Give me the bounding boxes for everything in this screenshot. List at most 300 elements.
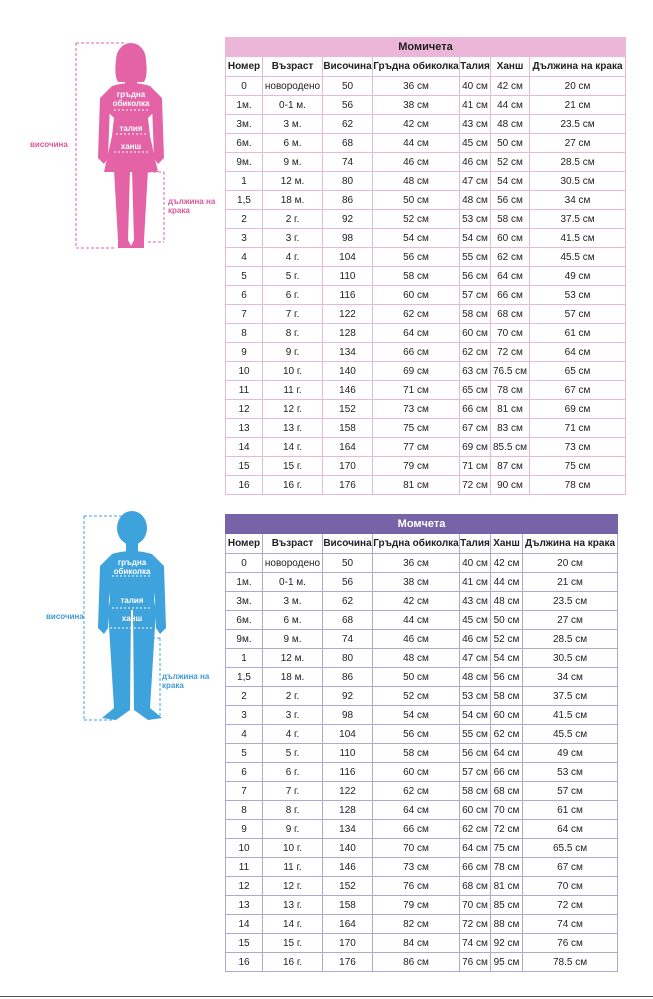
table-cell: 38 см — [373, 96, 460, 115]
table-cell: 9 г. — [263, 820, 323, 839]
table-cell: 66 см — [491, 763, 523, 782]
column-header: Номер — [226, 57, 263, 77]
table-cell: 1,5 — [226, 668, 263, 687]
table-row — [226, 763, 618, 782]
table-cell: 66 см — [460, 400, 491, 419]
table-row — [226, 438, 626, 457]
table-cell: 58 см — [491, 210, 530, 229]
table-cell: 9 м. — [263, 630, 323, 649]
table-cell: 13 — [226, 419, 263, 438]
table-cell: 14 — [226, 915, 263, 934]
table-cell: 56 см — [373, 725, 460, 744]
table-cell: 170 — [323, 934, 373, 953]
girls-table-title: Момичета — [226, 38, 626, 57]
table-cell: 116 — [323, 763, 373, 782]
table-cell: 12 г. — [263, 877, 323, 896]
table-cell: 72 см — [491, 343, 530, 362]
table-cell: 122 — [323, 305, 373, 324]
table-cell: 80 — [323, 172, 373, 191]
table-cell: 45 см — [460, 611, 491, 630]
table-cell: 77 см — [373, 438, 460, 457]
table-cell: 37.5 см — [530, 210, 626, 229]
table-cell: 110 — [323, 267, 373, 286]
table-cell: 164 — [323, 915, 373, 934]
table-cell: 41.5 см — [523, 706, 618, 725]
table-cell: 18 м. — [263, 668, 323, 687]
table-cell: 14 г. — [263, 915, 323, 934]
bottom-divider — [0, 996, 653, 997]
table-cell: 87 см — [491, 457, 530, 476]
table-cell: 50 см — [373, 668, 460, 687]
table-cell: 48 см — [460, 668, 491, 687]
table-cell: 158 — [323, 419, 373, 438]
table-cell: 62 см — [460, 820, 491, 839]
table-cell: 65.5 см — [523, 839, 618, 858]
table-cell: 62 см — [373, 782, 460, 801]
table-cell: 12 м. — [263, 649, 323, 668]
table-cell: 73 см — [373, 858, 460, 877]
table-cell: 21 см — [530, 96, 626, 115]
table-cell: 15 г. — [263, 934, 323, 953]
table-cell: 70 см — [523, 877, 618, 896]
table-cell: 68 см — [491, 782, 523, 801]
table-cell: 79 см — [373, 457, 460, 476]
table-cell: 128 — [323, 801, 373, 820]
table-cell: 46 см — [373, 630, 460, 649]
table-cell: 40 см — [460, 77, 491, 96]
table-cell: 13 г. — [263, 896, 323, 915]
table-cell: 176 — [323, 953, 373, 972]
table-cell: 61 см — [523, 801, 618, 820]
table-cell: 16 г. — [263, 953, 323, 972]
table-cell: 15 г. — [263, 457, 323, 476]
table-cell: 0-1 м. — [263, 96, 323, 115]
table-cell: 67 см — [530, 381, 626, 400]
table-row — [226, 362, 626, 381]
table-cell: 58 см — [460, 782, 491, 801]
table-row — [226, 687, 618, 706]
table-cell: 73 см — [530, 438, 626, 457]
table-cell: 54 см — [373, 229, 460, 248]
table-cell: 152 — [323, 877, 373, 896]
table-row — [226, 343, 626, 362]
table-cell: 2 г. — [263, 687, 323, 706]
table-cell: 61 см — [530, 324, 626, 343]
table-cell: 78.5 см — [523, 953, 618, 972]
table-cell: 68 см — [491, 305, 530, 324]
table-cell: 92 — [323, 687, 373, 706]
table-cell: 53 см — [460, 210, 491, 229]
table-cell: 83 см — [491, 419, 530, 438]
table-cell: 60 см — [491, 706, 523, 725]
table-cell: 28.5 см — [523, 630, 618, 649]
table-cell: 7 — [226, 305, 263, 324]
table-row — [226, 191, 626, 210]
table-row — [226, 934, 618, 953]
table-row — [226, 630, 618, 649]
table-cell: 38 см — [373, 573, 460, 592]
table-cell: 44 см — [373, 611, 460, 630]
table-cell: 56 см — [373, 248, 460, 267]
table-cell: 65 см — [530, 362, 626, 381]
table-cell: 54 см — [373, 706, 460, 725]
table-cell: 78 см — [491, 858, 523, 877]
table-row — [226, 77, 626, 96]
column-header: Гръдна обиколка — [373, 534, 460, 554]
table-cell: 9м. — [226, 630, 263, 649]
table-cell: 86 — [323, 668, 373, 687]
table-row — [226, 953, 618, 972]
table-row — [226, 457, 626, 476]
table-cell: 62 — [323, 592, 373, 611]
girls-size-table — [225, 37, 626, 495]
table-cell: 60 см — [491, 229, 530, 248]
table-row — [226, 305, 626, 324]
table-cell: 47 см — [460, 649, 491, 668]
table-cell: 56 — [323, 96, 373, 115]
table-row — [226, 744, 618, 763]
table-cell: 13 г. — [263, 419, 323, 438]
table-cell: 140 — [323, 362, 373, 381]
table-cell: 49 см — [523, 744, 618, 763]
table-cell: 86 — [323, 191, 373, 210]
table-cell: 23.5 см — [523, 592, 618, 611]
table-cell: 12 г. — [263, 400, 323, 419]
boy-leg-label: дължина на крака — [162, 672, 210, 690]
column-header: Ханш — [491, 57, 530, 77]
table-cell: 20 см — [530, 77, 626, 96]
boys-table-header-row — [226, 534, 618, 554]
table-cell: 34 см — [523, 668, 618, 687]
table-row — [226, 267, 626, 286]
table-cell: 9м. — [226, 153, 263, 172]
table-cell: 64 см — [373, 801, 460, 820]
table-cell: 146 — [323, 381, 373, 400]
column-header: Талия — [460, 57, 491, 77]
table-cell: 72 см — [460, 915, 491, 934]
table-cell: 48 см — [373, 649, 460, 668]
table-row — [226, 134, 626, 153]
table-row — [226, 782, 618, 801]
table-cell: 70 см — [491, 801, 523, 820]
table-cell: 128 — [323, 324, 373, 343]
table-cell: 5 — [226, 744, 263, 763]
table-cell: 62 — [323, 115, 373, 134]
table-cell: 68 — [323, 134, 373, 153]
girl-chest-label: гръдна обиколка — [112, 90, 150, 108]
table-cell: 15 — [226, 457, 263, 476]
boy-waist-label: талия — [120, 596, 144, 605]
table-cell: 64 см — [491, 744, 523, 763]
table-cell: 76 см — [373, 877, 460, 896]
girls-table-title-row — [226, 38, 626, 57]
table-row — [226, 172, 626, 191]
table-cell: 2 г. — [263, 210, 323, 229]
table-cell: 41 см — [460, 573, 491, 592]
table-cell: 60 см — [460, 324, 491, 343]
table-cell: 79 см — [373, 896, 460, 915]
table-cell: 14 — [226, 438, 263, 457]
boys-table-title: Момчета — [226, 515, 618, 534]
table-cell: 50 см — [373, 191, 460, 210]
table-cell: 16 — [226, 953, 263, 972]
table-cell: 8 — [226, 324, 263, 343]
table-cell: 75 см — [530, 457, 626, 476]
column-header: Дължина на крака — [523, 534, 618, 554]
table-cell: 42 см — [491, 77, 530, 96]
table-cell: 122 — [323, 782, 373, 801]
table-cell: 84 см — [373, 934, 460, 953]
boy-hips-label: ханш — [121, 614, 143, 623]
table-cell: 28.5 см — [530, 153, 626, 172]
table-cell: 3м. — [226, 592, 263, 611]
table-cell: 92 см — [491, 934, 523, 953]
table-cell: 66 см — [460, 858, 491, 877]
table-cell: 1 — [226, 172, 263, 191]
table-row — [226, 725, 618, 744]
table-cell: 46 см — [460, 630, 491, 649]
table-cell: 74 — [323, 153, 373, 172]
table-cell: 76.5 см — [491, 362, 530, 381]
column-header: Ханш — [491, 534, 523, 554]
table-cell: 75 см — [373, 419, 460, 438]
boy-figure-diagram — [42, 510, 222, 725]
table-cell: 90 см — [491, 476, 530, 495]
table-cell: 56 см — [491, 668, 523, 687]
table-cell: 63 см — [460, 362, 491, 381]
table-cell: 43 см — [460, 592, 491, 611]
table-cell: 48 см — [373, 172, 460, 191]
table-cell: 11 — [226, 381, 263, 400]
table-cell: 47 см — [460, 172, 491, 191]
table-cell: 50 см — [491, 611, 523, 630]
table-cell: 48 см — [491, 115, 530, 134]
table-cell: 45.5 см — [530, 248, 626, 267]
table-cell: 52 см — [373, 687, 460, 706]
table-cell: 23.5 см — [530, 115, 626, 134]
table-cell: 3 г. — [263, 229, 323, 248]
table-cell: 50 — [323, 77, 373, 96]
girls-table-header-row — [226, 57, 626, 77]
table-cell: 27 см — [530, 134, 626, 153]
table-cell: 1м. — [226, 573, 263, 592]
table-cell: 52 см — [491, 630, 523, 649]
table-cell: 7 г. — [263, 305, 323, 324]
table-cell: 66 см — [373, 343, 460, 362]
table-cell: 56 см — [491, 191, 530, 210]
boys-size-table — [225, 514, 618, 972]
table-cell: 45.5 см — [523, 725, 618, 744]
table-cell: 13 — [226, 896, 263, 915]
table-cell: 71 см — [530, 419, 626, 438]
table-cell: 41.5 см — [530, 229, 626, 248]
table-row — [226, 573, 618, 592]
table-cell: 54 см — [491, 172, 530, 191]
table-cell: 6 м. — [263, 611, 323, 630]
table-cell: 18 м. — [263, 191, 323, 210]
table-cell: 72 см — [460, 476, 491, 495]
table-cell: 62 см — [373, 305, 460, 324]
table-cell: 60 см — [373, 763, 460, 782]
table-row — [226, 877, 618, 896]
table-cell: 85.5 см — [491, 438, 530, 457]
table-cell: 7 — [226, 782, 263, 801]
table-cell: 68 — [323, 611, 373, 630]
table-cell: 58 см — [491, 687, 523, 706]
table-cell: 3 м. — [263, 115, 323, 134]
table-cell: 14 г. — [263, 438, 323, 457]
table-cell: 4 г. — [263, 248, 323, 267]
table-cell: 66 см — [373, 820, 460, 839]
table-cell: 75 см — [491, 839, 523, 858]
table-cell: 6 — [226, 286, 263, 305]
table-cell: 56 см — [460, 267, 491, 286]
table-cell: 16 — [226, 476, 263, 495]
table-cell: 36 см — [373, 77, 460, 96]
table-cell: 6м. — [226, 611, 263, 630]
table-cell: 1,5 — [226, 191, 263, 210]
column-header: Дължина на крака — [530, 57, 626, 77]
table-cell: 3 г. — [263, 706, 323, 725]
table-cell: 11 г. — [263, 858, 323, 877]
table-cell: 3 м. — [263, 592, 323, 611]
table-cell: 67 см — [460, 419, 491, 438]
table-cell: 44 см — [491, 573, 523, 592]
table-cell: 9 — [226, 343, 263, 362]
girl-height-label: височина — [30, 140, 68, 149]
table-cell: 62 см — [491, 725, 523, 744]
table-cell: 64 см — [373, 324, 460, 343]
table-row — [226, 419, 626, 438]
table-cell: 3м. — [226, 115, 263, 134]
table-cell: 66 см — [491, 286, 530, 305]
table-cell: 64 см — [460, 839, 491, 858]
table-cell: 3 — [226, 706, 263, 725]
table-cell: 10 г. — [263, 839, 323, 858]
table-cell: 45 см — [460, 134, 491, 153]
table-row — [226, 476, 626, 495]
table-cell: 78 см — [491, 381, 530, 400]
table-cell: 140 — [323, 839, 373, 858]
table-row — [226, 153, 626, 172]
table-cell: 48 см — [460, 191, 491, 210]
table-cell: 67 см — [523, 858, 618, 877]
table-cell: 58 см — [460, 305, 491, 324]
table-cell: 12 — [226, 877, 263, 896]
table-cell: 56 — [323, 573, 373, 592]
table-cell: 76 см — [460, 953, 491, 972]
table-cell: 6 — [226, 763, 263, 782]
table-cell: 158 — [323, 896, 373, 915]
table-cell: 15 — [226, 934, 263, 953]
table-cell: 3 — [226, 229, 263, 248]
table-row — [226, 324, 626, 343]
table-cell: 11 — [226, 858, 263, 877]
table-cell: 46 см — [460, 153, 491, 172]
table-row — [226, 248, 626, 267]
table-cell: 56 см — [460, 744, 491, 763]
table-cell: 74 см — [523, 915, 618, 934]
table-cell: 42 см — [373, 592, 460, 611]
table-cell: 53 см — [460, 687, 491, 706]
table-cell: 164 — [323, 438, 373, 457]
table-cell: 57 см — [460, 286, 491, 305]
table-cell: 71 см — [460, 457, 491, 476]
table-row — [226, 592, 618, 611]
table-cell: 21 см — [523, 573, 618, 592]
table-cell: 48 см — [491, 592, 523, 611]
table-cell: 104 — [323, 248, 373, 267]
table-cell: 34 см — [530, 191, 626, 210]
table-cell: 27 см — [523, 611, 618, 630]
table-cell: 0-1 м. — [263, 573, 323, 592]
table-cell: 62 см — [491, 248, 530, 267]
girl-leg-label: дължина на крака — [168, 197, 216, 215]
table-cell: 76 см — [523, 934, 618, 953]
table-cell: 37.5 см — [523, 687, 618, 706]
table-cell: 5 — [226, 267, 263, 286]
table-row — [226, 858, 618, 877]
table-cell: 46 см — [373, 153, 460, 172]
table-cell: 170 — [323, 457, 373, 476]
table-cell: 81 см — [373, 476, 460, 495]
column-header: Талия — [460, 534, 491, 554]
table-cell: 95 см — [491, 953, 523, 972]
table-cell: 65 см — [460, 381, 491, 400]
table-cell: 9 — [226, 820, 263, 839]
table-cell: 69 см — [373, 362, 460, 381]
table-cell: 62 см — [460, 343, 491, 362]
table-cell: 12 — [226, 400, 263, 419]
table-cell: 20 см — [523, 554, 618, 573]
table-cell: 116 — [323, 286, 373, 305]
table-cell: 44 см — [373, 134, 460, 153]
table-cell: 8 г. — [263, 324, 323, 343]
table-cell: 146 — [323, 858, 373, 877]
table-cell: 104 — [323, 725, 373, 744]
table-cell: 52 см — [491, 153, 530, 172]
table-row — [226, 210, 626, 229]
table-cell: 86 см — [373, 953, 460, 972]
table-cell: 82 см — [373, 915, 460, 934]
table-cell: 98 — [323, 706, 373, 725]
table-cell: 152 — [323, 400, 373, 419]
table-row — [226, 820, 618, 839]
table-cell: 55 см — [460, 248, 491, 267]
table-row — [226, 668, 618, 687]
table-cell: 58 см — [373, 267, 460, 286]
table-cell: 74 — [323, 630, 373, 649]
table-cell: 74 см — [460, 934, 491, 953]
boy-chest-label: гръдна обиколка — [113, 558, 151, 576]
table-cell: 69 см — [460, 438, 491, 457]
table-cell: 8 г. — [263, 801, 323, 820]
table-cell: 58 см — [373, 744, 460, 763]
table-cell: 36 см — [373, 554, 460, 573]
table-cell: 70 см — [491, 324, 530, 343]
table-row — [226, 229, 626, 248]
table-cell: 53 см — [523, 763, 618, 782]
table-cell: 73 см — [373, 400, 460, 419]
boys-table-title-row — [226, 515, 618, 534]
table-cell: 78 см — [530, 476, 626, 495]
column-header: Гръдна обиколка — [373, 57, 460, 77]
table-cell: 6 м. — [263, 134, 323, 153]
table-cell: 30.5 см — [530, 172, 626, 191]
table-cell: 2 — [226, 210, 263, 229]
table-cell: 1 — [226, 649, 263, 668]
table-row — [226, 286, 626, 305]
